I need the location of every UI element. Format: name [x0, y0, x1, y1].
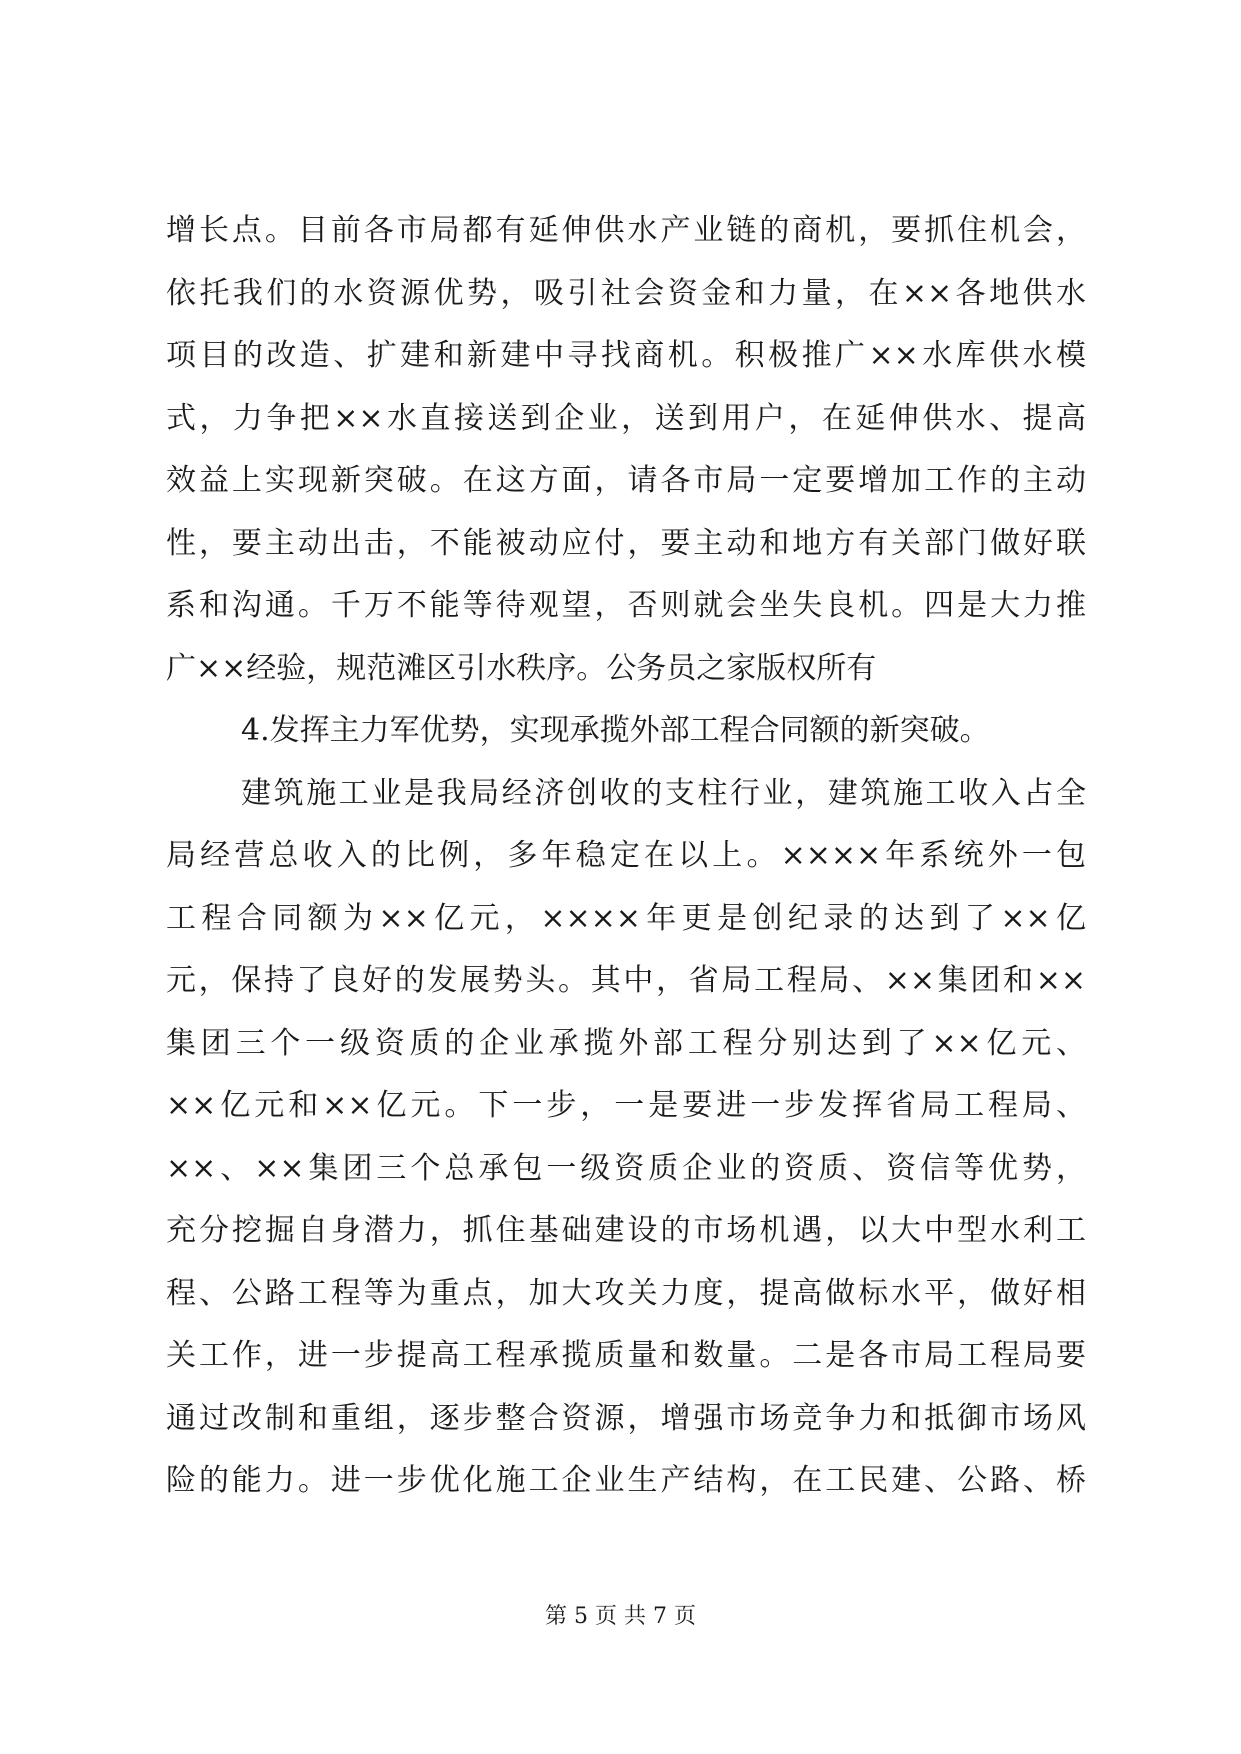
text-line: 元，保持了良好的发展势头。其中，省局工程局、××集团和×× [166, 963, 1086, 998]
document-body [166, 200, 1086, 1513]
text-line: 关工作，进一步提高工程承揽质量和数量。二是各市局工程局要 [166, 1338, 1086, 1373]
text-line: 效益上实现新突破。在这方面，请各市局一定要增加工作的主动 [166, 463, 1086, 498]
text-line: 广××经验，规范滩区引水秩序。公务员之家版权所有 [166, 650, 877, 686]
text-line: 通过改制和重组，逐步整合资源，增强市场竞争力和抵御市场风 [166, 1400, 1086, 1436]
text-line: 充分挖掘自身潜力，抓住基础建设的市场机遇，以大中型水利工 [166, 1213, 1086, 1248]
text-line: 程、公路工程等为重点，加大攻关力度，提高做标水平，做好相 [166, 1275, 1086, 1311]
text-line: 性，要主动出击，不能被动应付，要主动和地方有关部门做好联 [166, 525, 1086, 561]
text-line: 险的能力。进一步优化施工企业生产结构，在工民建、公路、桥 [166, 1463, 1086, 1498]
text-line: 系和沟通。千万不能等待观望，否则就会坐失良机。四是大力推 [166, 588, 1086, 623]
text-line: 式，力争把××水直接送到企业，送到用户，在延伸供水、提高 [166, 400, 1086, 436]
text-line: ××、××集团三个总承包一级资质企业的资质、资信等优势， [166, 1150, 1086, 1186]
text-line: 依托我们的水资源优势，吸引社会资金和力量，在××各地供水 [166, 275, 1086, 311]
text-line: 工程合同额为××亿元，××××年更是创纪录的达到了××亿 [166, 900, 1086, 936]
text-line: 项目的改造、扩建和新建中寻找商机。积极推广××水库供水模 [166, 338, 1086, 373]
section-heading: 4.发挥主力军优势，实现承揽外部工程合同额的新突破。 [241, 713, 990, 748]
text-line: 增长点。目前各市局都有延伸供水产业链的商机，要抓住机会， [166, 213, 1086, 248]
text-line: 建筑施工业是我局经济创收的支柱行业，建筑施工收入占全 [241, 775, 1086, 811]
text-line: 局经营总收入的比例，多年稳定在以上。××××年系统外一包 [166, 838, 1086, 873]
text-line: ××亿元和××亿元。下一步，一是要进一步发挥省局工程局、 [166, 1088, 1086, 1123]
page-number-footer: 第 5 页 共 7 页 [545, 1604, 696, 1629]
text-line: 集团三个一级资质的企业承揽外部工程分别达到了××亿元、 [166, 1025, 1086, 1061]
